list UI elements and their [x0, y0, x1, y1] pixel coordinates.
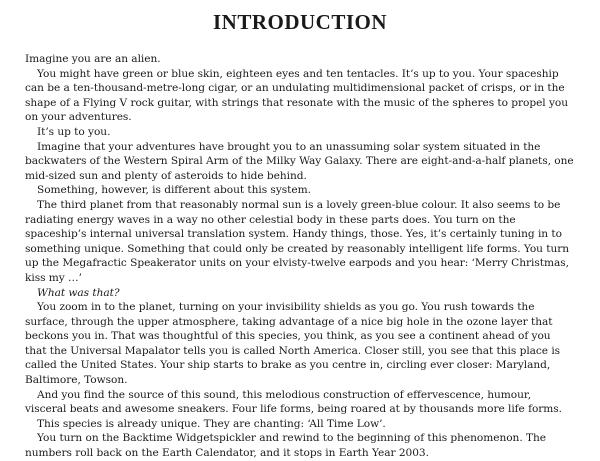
paragraph: This species is already unique. They are chanting: ‘All Time Low’.: [37, 417, 386, 430]
chapter-title: INTRODUCTION: [212, 10, 388, 34]
paragraph: You zoom in to the planet, turning on your invisibility shields as you go. You rush towards the surface, through the upper atmosphere, taking advantage of a nice big hole in the ozone layer that beckons you in. That was thoughtful of this species, you think, as you see a continent ahead of you that the Universal Mapalator tells you is called North America. Closer still, you see that this place is called the United States. Your ship starts to brake as you centre in, circling ever closer: Maryland, Baltimore, Towson.: [25, 301, 561, 387]
book-page: [25, 0, 575, 461]
paragraph: The third planet from that reasonably normal sun is a lovely green-blue colour. It also seems to be radiating energy waves in a way no other celestial body in these parts does. You turn on the spaceship’s internal universal translation system. Handy things, those. Yes, it’s certainly tuning in to something unique. Something that could only be created by reasonably intelligent life forms. You turn up the Megafractic Speakerator units on your elvisty-twelve earpods and you hear: ‘Merry Christmas, kiss my …’: [25, 198, 570, 284]
paragraph: It’s up to you.: [37, 125, 111, 138]
paragraph: Something, however, is different about this system.: [37, 184, 311, 197]
paragraph: You might have green or blue skin, eighteen eyes and ten tentacles. It’s up to you. Your spaceship can be a ten-thousand-metre-long cigar, or an undulating multidimensional packet of crisps, or in the shape of a Flying V rock guitar, with strings that resonate with the music of the spheres to propel you on your adventures.: [25, 67, 568, 124]
paragraph: What was that?: [37, 286, 120, 299]
chapter-body: [25, 52, 575, 461]
paragraph: You turn on the Backtime Widgetspickler and rewind to the beginning of this phenomenon. The numbers roll back on the Earth Calendator, and it stops in Earth Year 2003.: [25, 432, 546, 460]
paragraph: Imagine that your adventures have brought you to an unassuming solar system situated in the backwaters of the Western Spiral Arm of the Milky Way Galaxy. There are eight-and-a-half planets, one mid-sized sun and plenty of asteroids to hide behind.: [25, 140, 574, 182]
paragraph: Imagine you are an alien.: [25, 53, 161, 65]
paragraph: And you find the source of this sound, this melodious construction of effervescence, humour, visceral beats and awesome sneakers. Four life forms, being roared at by thousands more life forms.: [25, 388, 562, 416]
